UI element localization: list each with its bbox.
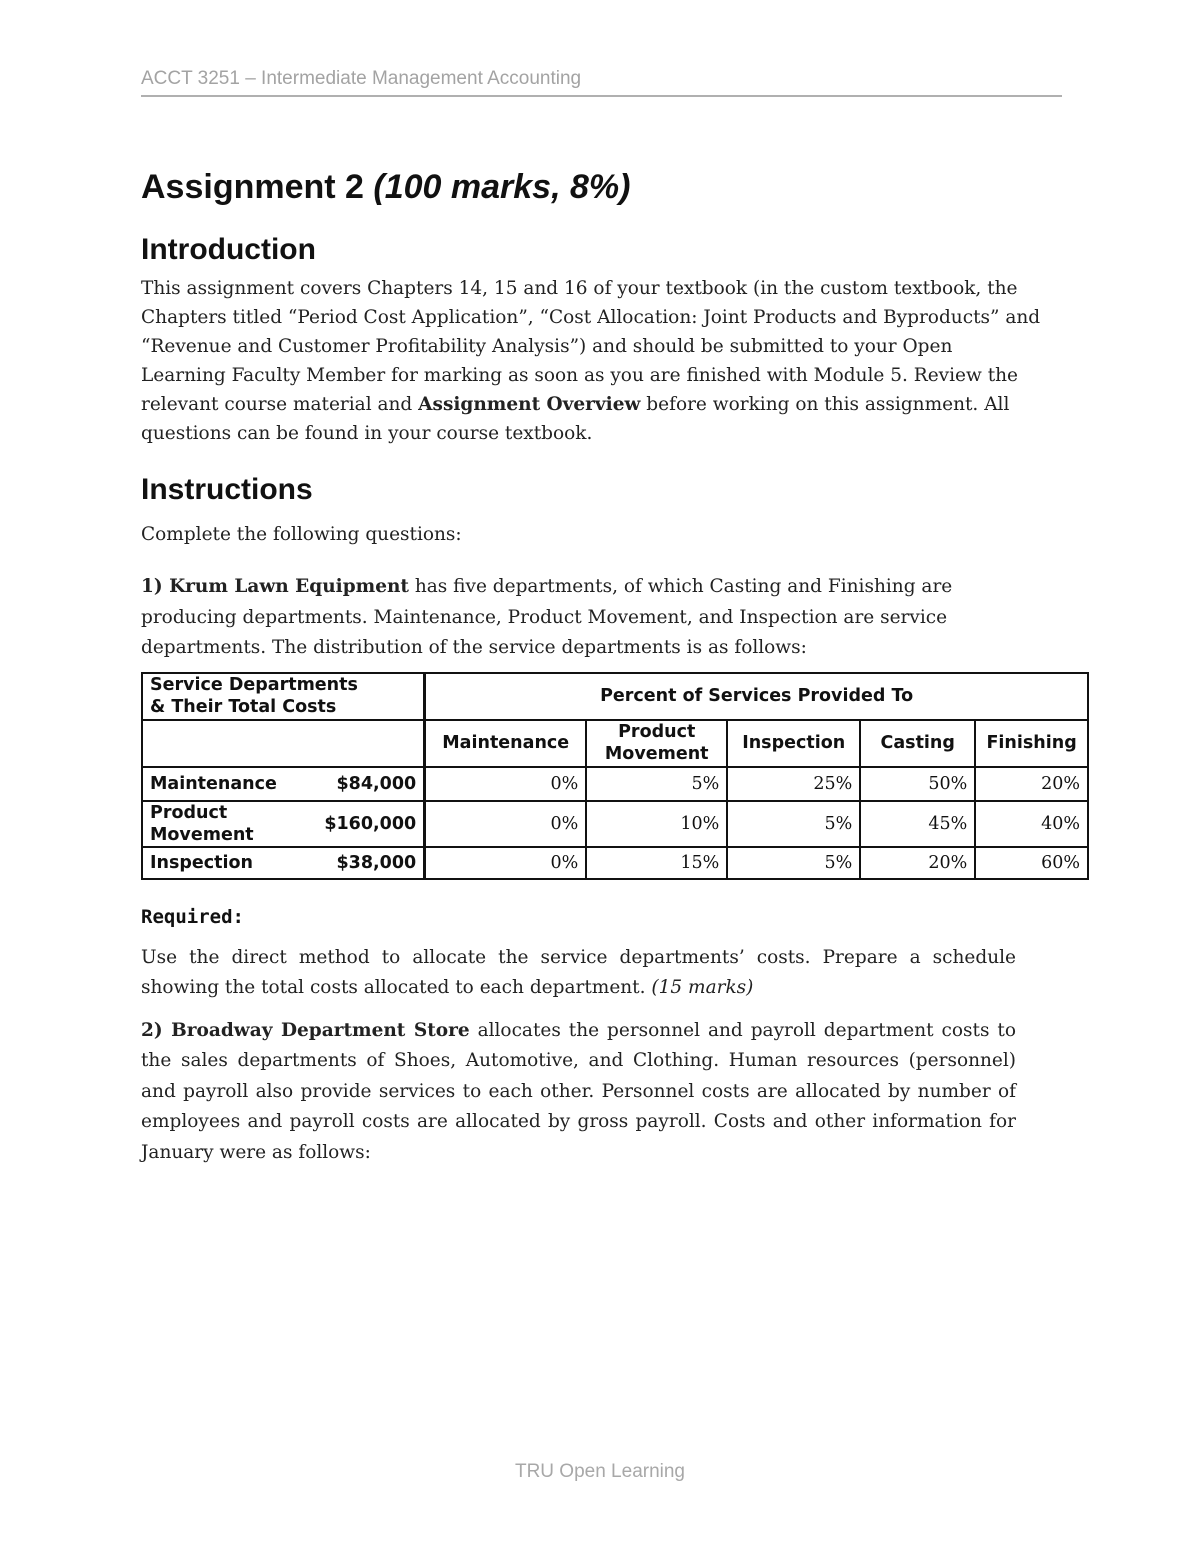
col-header-casting: Casting	[860, 720, 975, 767]
pct-cell: 60%	[975, 847, 1088, 879]
pct-cell: 45%	[860, 801, 975, 847]
assignment-title	[141, 165, 1046, 209]
col-header-product-movement: Product Movement	[586, 720, 727, 767]
pct-cell: 0%	[425, 767, 587, 801]
question-1	[141, 572, 1021, 664]
q1-number: 1)	[141, 576, 170, 597]
required-paragraph	[141, 943, 1016, 1004]
pct-cell: 50%	[860, 767, 975, 801]
row-dept-cost: $84,000	[303, 767, 425, 801]
required-label: Required:	[141, 905, 244, 928]
required-marks: (15 marks)	[651, 977, 754, 998]
pct-cell: 15%	[586, 847, 727, 879]
row-dept-name: Maintenance	[142, 767, 303, 801]
q2-text: allocates the personnel and payroll department costs to the sales departments of Shoes, Automotive, and Clothing. Human resources (personnel) and payroll also provide services to each other. Personnel costs are allocated by number of employees and payroll costs are allocated by gross payroll. Costs and other information for January were as follows:	[141, 1019, 1016, 1163]
required-text: Use the direct method to allocate the service departments’ costs. Prepare a schedule showing the total costs allocated to each department.	[141, 946, 1016, 998]
pct-cell: 5%	[727, 801, 860, 847]
row-dept-cost: $160,000	[303, 801, 425, 847]
pct-cell: 20%	[860, 847, 975, 879]
pct-cell: 20%	[975, 767, 1088, 801]
intro-text-1: This assignment covers Chapters 14, 15 and 16 of your textbook (in the custom textbook, the Chapters titled “Period Cost Application”, “Cost Allocation: Joint Products and Byproducts” and “Revenue and Customer Profitability Analysis”) and should be submitted to your Open Learning Faculty Member for marking as soon as you are finished with Module 5. Review the relevant course material and	[141, 278, 1041, 415]
instructions-heading: Instructions	[141, 473, 313, 506]
table-row	[142, 767, 1088, 801]
service-distribution-table	[141, 672, 1089, 880]
q2-company: Broadway Department Store	[171, 1019, 470, 1041]
title-main: Assignment 2	[141, 168, 374, 206]
blank-header-cell	[142, 720, 425, 767]
intro-assignment-overview: Assignment Overview	[418, 394, 641, 415]
pct-cell: 40%	[975, 801, 1088, 847]
title-marks: (100 marks, 8%)	[373, 168, 631, 206]
table-row	[142, 847, 1088, 879]
page-content	[141, 165, 1080, 1168]
running-header: ACCT 3251 – Intermediate Management Accounting	[141, 68, 1062, 97]
pct-cell: 0%	[425, 847, 587, 879]
row-dept-name: Product Movement	[142, 801, 303, 847]
pct-cell: 10%	[586, 801, 727, 847]
table-row	[142, 801, 1088, 847]
col-header-inspection: Inspection	[727, 720, 860, 767]
pct-cell: 0%	[425, 801, 587, 847]
q2-number: 2)	[141, 1019, 172, 1041]
group-header: Percent of Services Provided To	[425, 673, 1088, 720]
pct-cell: 25%	[727, 767, 860, 801]
corner-line-1: Service Departments	[150, 675, 358, 695]
q1-company: Krum Lawn Equipment	[169, 576, 409, 597]
q1-text: has five departments, of which Casting and Finishing are producing departments. Maintenance, Product Movement, and Inspection are service departments. The distribution of the service departments is as follows:	[141, 576, 953, 658]
col-header-finishing: Finishing	[975, 720, 1088, 767]
instructions-lead: Complete the following questions:	[141, 524, 462, 545]
pct-cell: 5%	[586, 767, 727, 801]
corner-line-2: & Their Total Costs	[150, 697, 337, 717]
col-header-maintenance: Maintenance	[425, 720, 587, 767]
page-footer: TRU Open Learning	[514, 1461, 686, 1482]
pct-cell: 5%	[727, 847, 860, 879]
intro-text-2: before working on this assignment. All questions can be found in your course textbook.	[141, 394, 1010, 444]
table-corner-header	[142, 673, 425, 720]
row-dept-cost: $38,000	[303, 847, 425, 879]
row-dept-name: Inspection	[142, 847, 303, 879]
introduction-paragraph	[141, 274, 1041, 448]
question-2	[141, 1016, 1016, 1169]
introduction-heading: Introduction	[141, 233, 316, 266]
